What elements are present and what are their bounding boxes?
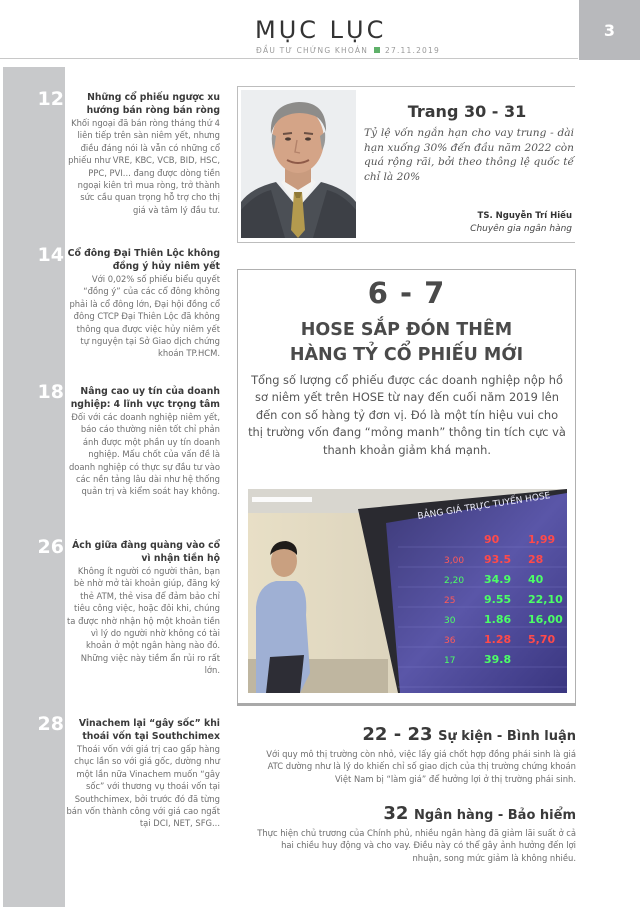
issue-date: 27.11.2019 <box>385 46 440 55</box>
toc-item-summary: Đối với các doanh nghiệp niêm yết, báo cáo thường niên tốt chỉ phản ánh được một phần uy tín doanh nghiệp. Mấu chốt của vấn đề là doanh nghiệp có thực sự đầu tư vào các nền tảng lâu dài như hệ thống quản trị và kiểm soát hay không. <box>68 412 220 497</box>
board-price-cell: 17 <box>444 656 456 666</box>
section-heading[interactable] <box>240 724 576 748</box>
board-price-cell: 9.55 <box>484 593 512 606</box>
board-price-cell: 93.5 <box>484 553 512 566</box>
section-label: Sự kiện - Bình luận <box>438 729 576 744</box>
toc-page-number: 26 <box>37 536 64 558</box>
quote-author-role: Chuyên gia ngân hàng <box>470 224 572 234</box>
board-price-cell: 22,10 <box>528 593 563 606</box>
page-number-tab <box>579 0 640 60</box>
feature-lede: Tổng số lượng cổ phiếu được các doanh nghiệp nộp hồ sơ niêm yết trên HOSE từ nay đến cuối năm 2019 lên đến con số hàng tỷ đơn vị. Đó là một tín hiệu vui cho thị trường vốn đang “mỏng manh” thông tin tích cực và thanh khoản giảm khá mạnh. <box>248 373 566 457</box>
sidebar-gray-band <box>3 67 65 907</box>
board-price-cell: 1.28 <box>484 633 512 646</box>
toc-page-number: 14 <box>37 244 64 266</box>
feature-box-bottom-rule <box>237 703 576 706</box>
man-portrait-icon <box>241 90 356 238</box>
board-price-cell: 36 <box>444 636 456 646</box>
page-number: 3 <box>603 20 616 40</box>
section-page-ref: 32 <box>383 803 409 824</box>
toc-item-title[interactable]: Cổ đông Đại Thiên Lộc không đồng ý hủy niêm yết <box>67 248 220 272</box>
toc-item-title[interactable]: Vinachem lại “gây sốc” khi thoái vốn tại Southchimex <box>78 718 220 742</box>
portrait-photo <box>241 90 356 238</box>
board-price-cell: 40 <box>528 573 544 586</box>
publication-line <box>256 46 440 55</box>
toc-item-title[interactable]: Nâng cao uy tín của doanh nghiệp: 4 lĩnh vực trọng tâm <box>70 386 220 410</box>
toc-item-summary: Khối ngoại đã bán ròng tháng thứ 4 liên tiếp trên sàn niêm yết, nhưng điều đáng nói là vẫn có những cổ phiếu như VRE, KBC, VCB, BID, HSC, PPC, PVI... đang được dòng tiền ngoại kiên trì mua ròng, trở thành sức cầu quan trọng hỗ trợ cho thị giá và tâm lý đầu tư. <box>68 118 220 215</box>
board-price-cell: 3,00 <box>444 556 465 566</box>
toc-page-number: 12 <box>37 88 64 110</box>
toc-item-summary: Với 0,02% số phiếu biểu quyết “đồng ý” của các cổ đông không phải là cổ đông lớn, Đại hội đồng cổ đông CTCP Đại Thiên Lộc đã không thông qua được việc hủy niêm yết tự nguyện tại Sở Giao dịch chứng khoán TP.HCM. <box>69 274 220 359</box>
section-summary: Thực hiện chủ trương của Chính phủ, nhiều ngân hàng đã giảm lãi suất ở cả hai chiều huy động và cho vay. Điều này có thể gây ảnh hưởng đến lợi nhuận, song mức giảm là không nhiều. <box>257 828 576 863</box>
board-price-cell: 34.9 <box>484 573 512 586</box>
toc-item-summary: Thoái vốn với giá trị cao gấp hàng chục lần so với giá gốc, dường như một lần nữa Vinachem muốn “gây sốc” với thương vụ thoái vốn tại Southchimex, bởi trước đó đã từng bán vốn thành công với giá cao ngất tại DCI, NET, SFG... <box>66 744 220 829</box>
green-square-icon <box>374 47 380 53</box>
board-price-cell: 30 <box>444 616 456 626</box>
quote-page-ref[interactable]: Trang 30 - 31 <box>407 102 527 121</box>
board-price-cell: 28 <box>528 553 544 566</box>
toc-item-title[interactable]: Những cổ phiếu ngược xu hướng bán ròng bán ròng <box>86 92 220 116</box>
toc-page-number: 18 <box>37 381 64 403</box>
section-summary: Với quy mô thị trường còn nhỏ, việc lấy giá chốt hợp đồng phái sinh là giá ATC dường như là lý do khiến chỉ số giao dịch của thị trường chứng khoán Việt Nam bị “làm giá” để hưởng lợi ở thị trường phái sinh. <box>266 749 576 784</box>
board-price-cell: 5,70 <box>528 633 556 646</box>
board-price-cell: 1.86 <box>484 613 512 626</box>
toc-page-number: 28 <box>37 713 64 735</box>
board-price-cell: 2,20 <box>444 576 465 586</box>
board-price-cell: 16,00 <box>528 613 563 626</box>
board-title-text: BẢNG GIÁ TRỰC TUYẾN HOSE <box>416 491 552 522</box>
quote-author: TS. Nguyễn Trí Hiếu <box>477 211 572 221</box>
section-label: Ngân hàng - Bảo hiểm <box>414 808 576 823</box>
toc-item-title[interactable]: Ách giữa đàng quàng vào cổ vì nhận tiền hộ <box>72 540 220 564</box>
section-heading[interactable] <box>240 803 576 827</box>
stock-board-scene-icon <box>248 489 567 693</box>
board-price-cell: 90 <box>484 533 500 546</box>
header-divider <box>0 58 578 59</box>
stock-board-photo <box>248 489 567 693</box>
feature-headline-line1: HOSE SẮP ĐÓN THÊM <box>300 320 513 340</box>
board-price-cell: 25 <box>444 596 456 606</box>
toc-item-summary: Không ít người có người thân, bạn bè nhờ mở tài khoản giúp, đăng ký thẻ ATM, thẻ visa để đảm bảo chỉ tiêu công việc, hoặc đôi khi, chúng ta được nhờ nhận hộ một khoản tiền vì lý do người nhờ không có tài khoản ở một ngân hàng nào đó. Những việc này tiềm ẩn rủi ro rất lớn. <box>67 566 220 676</box>
section-page-ref: 22 - 23 <box>362 724 433 745</box>
publication-name: ĐẦU TƯ CHỨNG KHOÁN <box>256 46 369 55</box>
feature-headline[interactable] <box>237 318 576 368</box>
feature-page-ref[interactable]: 6 - 7 <box>367 276 446 310</box>
feature-headline-line2: HÀNG TỶ CỔ PHIẾU MỚI <box>289 345 524 365</box>
board-price-cell: 1,99 <box>528 533 556 546</box>
board-price-cell: 39.8 <box>484 653 512 666</box>
page-title: MỤC LỤC <box>255 16 387 44</box>
quote-text: Tỷ lệ vốn ngắn hạn cho vay trung - dài hạn xuống 30% đến đầu năm 2022 còn quá rộng rãi, bởi theo thông lệ quốc tế chỉ là 20% <box>364 127 574 183</box>
